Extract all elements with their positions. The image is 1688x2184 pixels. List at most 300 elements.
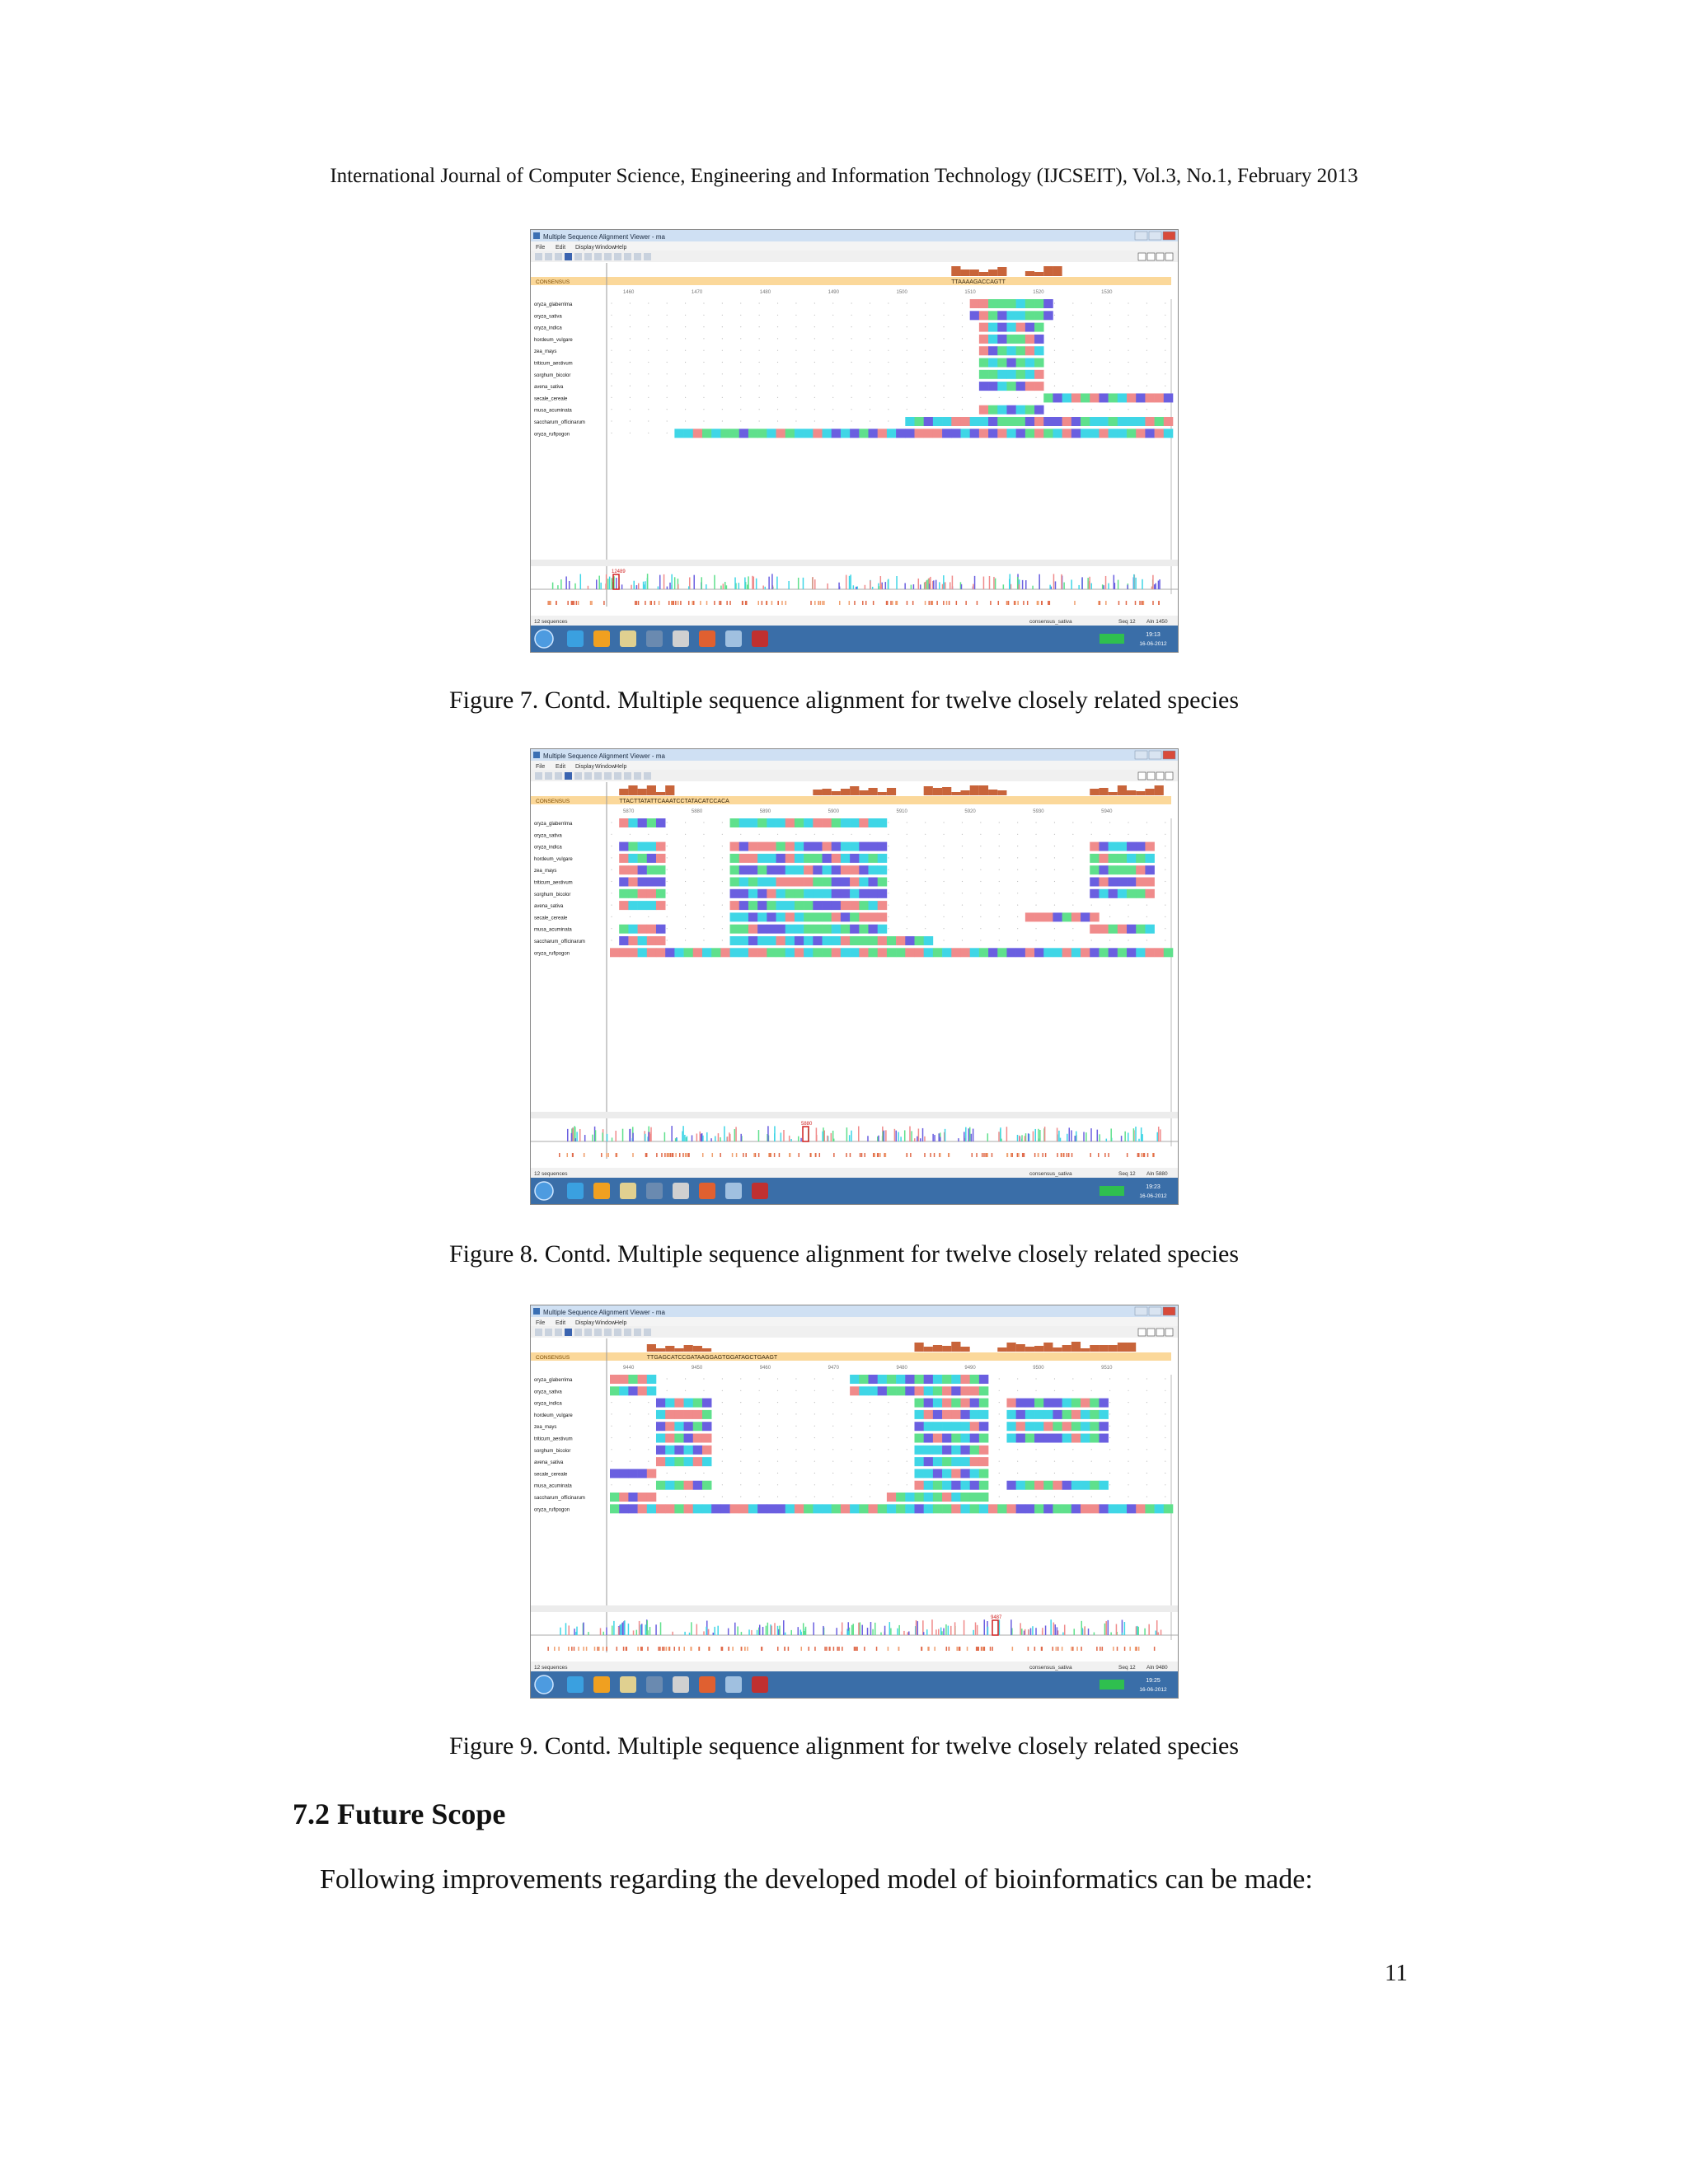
gap-dot [943,857,944,858]
overview-tick [1057,1627,1058,1635]
overview-tick [1124,1622,1126,1635]
taskbar-app-icon [752,1676,768,1693]
nucleotide-cell [757,842,767,851]
overview-marker [591,601,593,605]
view-toggle-icon [1156,1329,1164,1336]
overview-tick [671,574,673,589]
gap-dot [943,928,944,929]
nucleotide-cell [1034,323,1043,332]
ruler-tick: 1490 [828,290,839,295]
taskbar-app-icon [593,1183,610,1199]
overview-marker [762,601,763,605]
overview-tick [1133,1128,1135,1141]
gap-dot [795,362,796,363]
overview-tick [757,1630,758,1635]
nucleotide-cell [674,1457,683,1466]
nucleotide-cell [970,1493,979,1502]
nucleotide-cell [859,1504,868,1513]
overview-tick [706,1627,707,1635]
nucleotide-cell [702,1410,711,1419]
gap-dot [759,397,760,398]
overview-tick [696,1133,698,1141]
overview-tick [940,1628,942,1635]
overview-tick [942,584,944,589]
overview-tick [606,1628,607,1635]
overview-tick [621,584,623,589]
nucleotide-cell [813,912,822,921]
overview-tick [660,1622,662,1635]
conservation-bar [1081,1348,1090,1352]
overview-tick [1028,1133,1029,1141]
gap-dot [1109,1473,1110,1474]
conservation-bar [1006,1343,1015,1352]
overview-marker [1105,601,1107,605]
conservation-bar [942,1346,951,1352]
overview-marker [992,1153,993,1157]
nucleotide-cell [979,1410,988,1419]
gap-dot [1054,373,1055,374]
species-label: zea_mays [534,349,557,355]
nucleotide-cell [832,842,841,851]
nucleotide-cell [841,818,850,827]
gap-dot [611,397,612,398]
menu-bar [531,1317,1178,1326]
overview-tick [1038,1129,1039,1141]
taskbar-app-icon [673,1183,689,1199]
nucleotide-cell [813,901,822,910]
gap-dot [1035,1473,1036,1474]
nucleotide-cell [1062,429,1071,438]
overview-marker [1138,1647,1140,1651]
overview-marker [1137,1153,1139,1157]
gap-dot [648,1426,649,1427]
gap-dot [703,1378,704,1379]
nucleotide-cell [979,382,988,391]
gap-dot [1146,834,1147,835]
overview-tick [943,583,945,589]
overview-tick [1090,1128,1092,1141]
nucleotide-cell [1145,925,1154,934]
overview-tick [903,1631,905,1635]
gap-dot [648,834,649,835]
gap-dot [851,1402,852,1403]
overview-tick [633,581,635,589]
overview-tick [714,1627,715,1635]
overview-tick [961,584,963,589]
overview-tick [596,579,598,589]
nucleotide-cell [914,1386,923,1395]
nucleotide-cell [970,1481,979,1490]
overview-marker [558,1647,560,1651]
nucleotide-cell [776,912,785,921]
overview-marker [1100,601,1101,605]
status-position: Aln 5880 [1146,1171,1168,1177]
gap-dot [980,857,981,858]
overview-tick [1091,583,1093,589]
overview-tick [1114,583,1116,589]
overview-marker [1041,601,1043,605]
gap-dot [999,1461,1000,1462]
nucleotide-cell [914,1493,923,1502]
nucleotide-cell [785,854,795,863]
gap-dot [777,326,778,327]
overview-tick [930,577,931,589]
nucleotide-cell [933,417,942,426]
nucleotide-cell [1109,878,1118,887]
nucleotide-cell [628,901,637,910]
gap-dot [759,1390,760,1391]
nucleotide-cell [638,889,647,898]
gap-dot [740,350,741,351]
nucleotide-cell [951,1375,960,1384]
overview-marker [784,1647,785,1651]
menu-item-display: Display [575,245,594,251]
taskbar-app-icon [699,1676,715,1693]
nucleotide-cell [730,936,739,945]
nucleotide-cell [1145,865,1154,874]
gap-dot [703,869,704,870]
gap-dot [795,834,796,835]
status-text: 12 sequences [534,1665,568,1671]
gap-dot [648,1413,649,1414]
nucleotide-cell [1145,878,1154,887]
conservation-bar [647,1344,656,1352]
nucleotide-cell [795,865,804,874]
nucleotide-cell [960,1386,969,1395]
nucleotide-cell [1118,889,1127,898]
overview-tick [933,580,935,589]
gap-dot [777,1484,778,1485]
gap-dot [722,881,723,882]
nucleotide-cell [970,1469,979,1478]
overview-marker [1006,601,1008,605]
overview-tick [1025,580,1027,589]
nucleotide-cell [1136,393,1145,402]
gap-dot [722,1390,723,1391]
conservation-bar [638,789,647,795]
nucleotide-cell [804,912,813,921]
gap-dot [667,857,668,858]
nucleotide-cell [739,912,748,921]
gap-dot [1091,386,1092,387]
overview-tick [1044,1127,1046,1141]
nucleotide-cell [869,925,878,934]
nucleotide-cell [795,818,804,827]
overview-marker [856,1647,857,1651]
gap-dot [667,302,668,303]
overview-marker [912,601,914,605]
nucleotide-cell [1034,417,1043,426]
nucleotide-cell [684,948,693,957]
nucleotide-cell [776,818,785,827]
nucleotide-cell [804,865,813,874]
overview-marker [682,1153,684,1157]
gap-dot [832,1473,833,1474]
nucleotide-cell [1090,1434,1099,1443]
overview-tick [1138,1139,1140,1141]
gap-dot [630,302,631,303]
overview-marker [1154,1647,1156,1651]
overview-tick [1032,1626,1034,1635]
overview-marker [967,1647,968,1651]
overview-marker [1027,601,1029,605]
overview-tick [1108,583,1109,589]
gap-dot [648,1449,649,1450]
nucleotide-cell [841,854,850,863]
gap-dot [925,916,926,917]
nucleotide-cell [859,925,868,934]
overview-tick [783,1130,785,1141]
menu-item-file: File [536,764,546,770]
overview-tick [600,583,602,589]
gap-dot [814,1473,815,1474]
overview-marker [1108,1153,1109,1157]
overview-marker [1104,1153,1106,1157]
overview-marker [1022,1153,1024,1157]
nucleotide-cell [850,912,859,921]
conservation-bar [1053,266,1062,276]
nucleotide-cell [785,925,795,934]
gap-dot [925,397,926,398]
nucleotide-cell [757,925,767,934]
overview-marker [982,1647,984,1651]
nucleotide-cell [1071,948,1081,957]
gap-dot [777,1473,778,1474]
gap-dot [630,338,631,339]
overview-marker [574,1647,575,1651]
nucleotide-cell [1118,948,1127,957]
overview-marker [635,601,636,605]
nucleotide-cell [979,1481,988,1490]
overview-marker [722,1647,724,1651]
nucleotide-cell [739,842,748,851]
nucleotide-cell [1071,1434,1081,1443]
nucleotide-cell [1155,429,1164,438]
nucleotide-cell [804,948,813,957]
overview-marker [712,1153,714,1157]
nucleotide-cell [804,878,813,887]
nucleotide-cell [1016,359,1025,368]
nucleotide-cell [979,1434,988,1443]
overview-marker [1074,601,1076,605]
tray-icon [1100,634,1124,644]
gap-dot [648,326,649,327]
nucleotide-cell [924,1446,933,1455]
overview-tick [649,1627,651,1635]
toolbar-icon [584,1329,592,1336]
overview-tick [574,1629,575,1635]
overview-tick [803,578,804,589]
conservation-bar [1025,271,1034,276]
nucleotide-cell [1006,323,1015,332]
nucleotide-cell [1043,1399,1053,1408]
conservation-bar [1118,1343,1127,1352]
overview-tick [699,1132,701,1141]
nucleotide-cell [711,1504,720,1513]
nucleotide-cell [647,842,656,851]
gap-dot [667,315,668,316]
nucleotide-cell [656,889,665,898]
overview-tick [706,1132,708,1141]
overview-marker [983,1153,985,1157]
nucleotide-cell [1053,429,1062,438]
nucleotide-cell [757,854,767,863]
gap-dot [888,1449,889,1450]
overview-marker [921,1647,923,1651]
gap-dot [759,326,760,327]
overview-tick [612,1137,613,1141]
conservation-bar [951,1342,960,1352]
ruler-tick: 1480 [759,290,771,295]
nucleotide-cell [1145,1504,1154,1513]
nucleotide-cell [1043,1434,1053,1443]
nucleotide-cell [693,1434,702,1443]
gap-dot [980,881,981,882]
overview-marker [838,1647,840,1651]
toolbar-icon [565,1329,572,1336]
gap-dot [1072,822,1073,823]
figure-9-caption: Figure 9. Contd. Multiple sequence alignment for twelve closely related species [448,1732,1240,1760]
overview-marker [936,601,938,605]
nucleotide-cell [869,948,878,957]
app-icon [533,752,540,758]
nucleotide-cell [1062,912,1071,921]
gap-dot [1109,373,1110,374]
nucleotide-cell [1136,948,1145,957]
nucleotide-cell [813,936,822,945]
nucleotide-cell [988,335,997,344]
nucleotide-cell [628,1386,637,1395]
overview-marker [1142,601,1143,605]
gap-dot [814,1461,815,1462]
gap-dot [648,1437,649,1438]
nucleotide-cell [1145,948,1154,957]
overview-tick [938,1133,940,1141]
nucleotide-cell [638,1386,647,1395]
gap-dot [1146,1402,1147,1403]
nucleotide-cell [739,865,748,874]
nucleotide-cell [878,429,887,438]
gap-dot [648,409,649,410]
gap-dot [999,1426,1000,1427]
gap-dot [814,362,815,363]
gap-dot [832,302,833,303]
gap-dot [925,326,926,327]
overview-marker [898,1647,900,1651]
gap-dot [1072,302,1073,303]
overview-tick [768,577,770,589]
overview-tick [804,1631,805,1635]
nucleotide-cell [757,936,767,945]
overview-tick [781,1132,782,1141]
gap-dot [777,409,778,410]
overview-tick [874,1623,876,1635]
gap-dot [703,881,704,882]
overview-tick [1060,1138,1062,1141]
nucleotide-cell [823,818,832,827]
gap-dot [611,1484,612,1485]
gap-dot [795,373,796,374]
nucleotide-cell [619,936,628,945]
toolbar-icon [634,253,641,260]
nucleotide-cell [1053,1422,1062,1431]
nucleotide-cell [767,948,776,957]
nucleotide-cell [702,1422,711,1431]
overview-tick [720,1137,721,1141]
gap-dot [611,350,612,351]
overview-marker [678,601,679,605]
gap-dot [740,409,741,410]
nucleotide-cell [942,1434,951,1443]
overview-tick [1010,1619,1012,1635]
nucleotide-cell [647,1493,656,1502]
gap-dot [962,397,963,398]
gap-dot [1072,1449,1073,1450]
gap-dot [814,1413,815,1414]
gap-dot [630,1402,631,1403]
nucleotide-cell [693,1422,702,1431]
gap-dot [667,822,668,823]
overview-marker [930,1153,931,1157]
nucleotide-cell [942,429,951,438]
overview-marker [1102,1647,1104,1651]
overview-marker [1028,1647,1029,1651]
gap-dot [851,1426,852,1427]
nucleotide-cell [674,948,683,957]
overview-tick [688,586,690,589]
nucleotide-cell [979,1375,988,1384]
gap-dot [777,1413,778,1414]
overview-tick [1156,1631,1157,1635]
overview-marker [726,601,728,605]
nucleotide-cell [1118,393,1127,402]
gap-dot [832,1449,833,1450]
species-label: zea_mays [534,869,557,874]
gap-dot [703,397,704,398]
overview-tick [846,1127,848,1141]
overview-tick [1159,579,1160,589]
nucleotide-cell [785,429,795,438]
gap-dot [1146,905,1147,906]
nucleotide-cell [619,842,628,851]
overview-tick [735,1127,737,1141]
overview-tick [932,1134,934,1141]
nucleotide-cell [869,1386,878,1395]
nucleotide-cell [823,912,832,921]
overview-tick [568,1625,570,1635]
gap-dot [888,834,889,835]
nucleotide-cell [988,405,997,415]
gap-dot [1072,315,1073,316]
nucleotide-cell [832,429,841,438]
overview-tick [1083,1132,1085,1141]
overview-tick [629,1129,631,1141]
overview-tick [649,1132,651,1141]
overview-marker [934,1153,935,1157]
nucleotide-cell [1109,842,1118,851]
gap-dot [999,1413,1000,1414]
overview-tick [867,1628,869,1635]
gap-dot [685,409,686,410]
overview-tick [865,585,866,589]
gap-dot [1035,1461,1036,1462]
overview-marker [846,1153,847,1157]
overview-tick [1039,1130,1041,1141]
overview-marker [728,1647,729,1651]
nucleotide-cell [979,405,988,415]
nucleotide-cell [933,1446,942,1455]
overview-marker [833,1647,835,1651]
